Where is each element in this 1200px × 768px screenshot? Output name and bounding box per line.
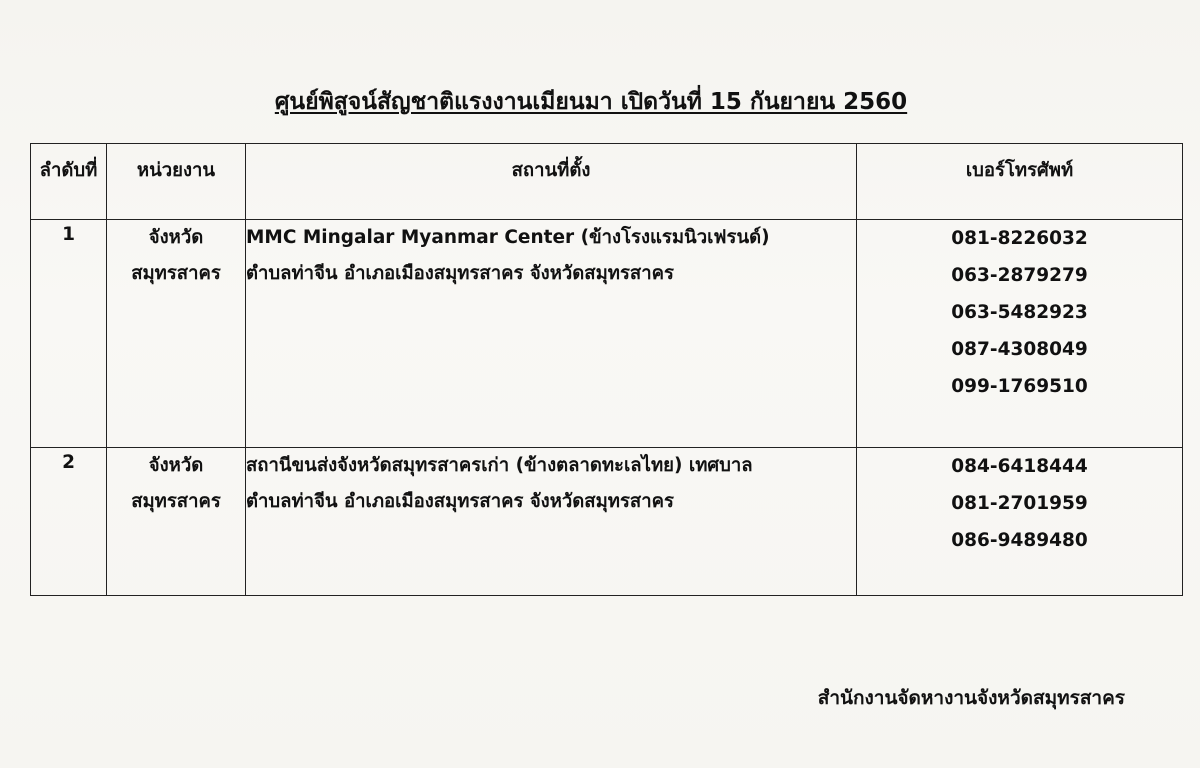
phone-number: 099-1769510 — [951, 376, 1088, 397]
row-number: 1 — [31, 220, 107, 448]
phone-number: 084-6418444 — [951, 456, 1088, 477]
row-location — [246, 220, 857, 448]
phone-number: 081-8226032 — [951, 228, 1088, 249]
row-location — [246, 448, 857, 596]
unit-line: จังหวัด — [148, 227, 204, 248]
row-number: 2 — [31, 448, 107, 596]
unit-line: สมุทรสาคร — [131, 263, 221, 284]
header-no: ลำดับที่ — [31, 144, 107, 220]
header-phone: เบอร์โทรศัพท์ — [857, 144, 1183, 220]
unit-line: สมุทรสาคร — [131, 491, 221, 512]
phone-number: 081-2701959 — [951, 493, 1088, 514]
centers-table — [30, 143, 1183, 596]
location-line: ตำบลท่าจีน อำเภอเมืองสมุทรสาคร จังหวัดสมุทรสาคร — [246, 491, 674, 512]
row-unit — [107, 220, 246, 448]
issuing-office: สำนักงานจัดหางานจังหวัดสมุทรสาคร — [817, 687, 1125, 709]
table-header-row — [31, 144, 1183, 220]
row-unit — [107, 448, 246, 596]
document-title — [0, 86, 1182, 118]
table-row — [31, 220, 1183, 448]
phone-number: 086-9489480 — [951, 530, 1088, 551]
phone-number: 087-4308049 — [951, 339, 1088, 360]
location-line: สถานีขนส่งจังหวัดสมุทรสาครเก่า (ข้างตลาดทะเลไทย) เทศบาล — [246, 455, 753, 476]
header-location: สถานที่ตั้ง — [246, 144, 857, 220]
row-phones — [857, 220, 1183, 448]
location-line: MMC Mingalar Myanmar Center (ข้างโรงแรมนิวเฟรนด์) — [246, 227, 770, 248]
phone-number: 063-2879279 — [951, 265, 1088, 286]
header-unit: หน่วยงาน — [107, 144, 246, 220]
table-row — [31, 448, 1183, 596]
location-line: ตำบลท่าจีน อำเภอเมืองสมุทรสาคร จังหวัดสมุทรสาคร — [246, 263, 674, 284]
phone-number: 063-5482923 — [951, 302, 1088, 323]
unit-line: จังหวัด — [148, 455, 204, 476]
row-phones — [857, 448, 1183, 596]
document-title-text: ศูนย์พิสูจน์สัญชาติแรงงานเมียนมา เปิดวันที่ 15 กันยายน 2560 — [274, 89, 908, 115]
